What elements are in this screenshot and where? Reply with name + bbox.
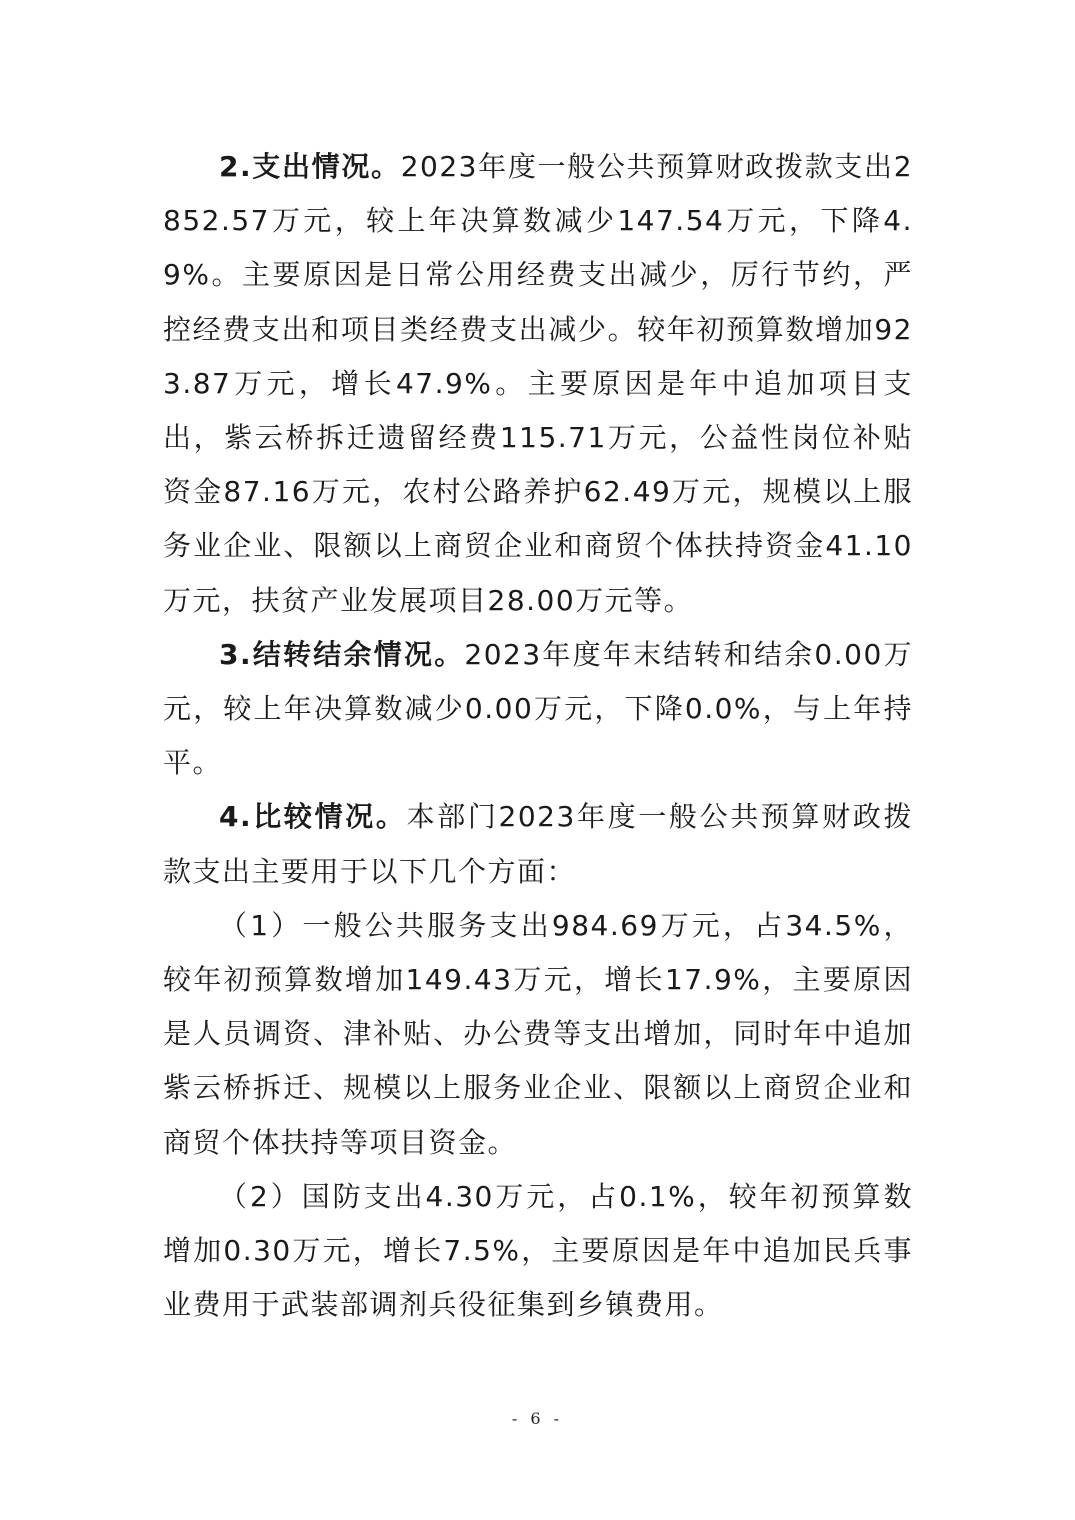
paragraph-heading: 4.比较情况。 xyxy=(219,800,407,834)
paragraph-comparison xyxy=(163,790,913,898)
paragraph-text: （1）一般公共服务支出984.69万元，占34.5%，较年初预算数增加149.43万元，增长17.9%，主要原因是人员调资、津补贴、办公费等支出增加，同时年中追加紫云桥拆迁、规模以上服务业企业、限额以上商贸企业和商贸个体扶持等项目资金。 xyxy=(163,908,913,1159)
paragraph-text: 2023年度一般公共预算财政拨款支出2852.57万元，较上年决算数减少147.54万元，下降4.9%。主要原因是日常公用经费支出减少，厉行节约，严控经费支出和项目类经费支出减少。较年初预算数增加923.87万元，增长47.9%。主要原因是年中追加项目支出，紫云桥拆迁遗留经费115.71万元，公益性岗位补贴资金87.16万元，农村公路养护62.49万元，规模以上服务业企业、限额以上商贸企业和商贸个体扶持资金41.10万元，扶贫产业发展项目28.00万元等。 xyxy=(163,150,914,617)
paragraph-text: （2）国防支出4.30万元，占0.1%，较年初预算数增加0.30万元，增长7.5%，主要原因是年中追加民兵事业费用于武装部调剂兵役征集到乡镇费用。 xyxy=(163,1179,913,1322)
paragraph-carryover xyxy=(163,628,913,791)
paragraph-item-general-public-services xyxy=(163,899,913,1170)
paragraph-text: 本部门2023年度一般公共预算财政拨款支出主要用于以下几个方面： xyxy=(163,800,913,888)
paragraph-heading: 2.支出情况。 xyxy=(219,150,401,183)
document-body xyxy=(163,140,913,1332)
paragraph-text: 2023年度年末结转和结余0.00万元，较上年决算数减少0.00万元，下降0.0%，与上年持平。 xyxy=(163,637,913,780)
page-number: - 6 - xyxy=(511,1409,564,1428)
paragraph-heading: 3.结转结余情况。 xyxy=(219,637,465,671)
paragraph-item-national-defense xyxy=(163,1170,913,1333)
paragraph-expenditure xyxy=(163,140,913,628)
